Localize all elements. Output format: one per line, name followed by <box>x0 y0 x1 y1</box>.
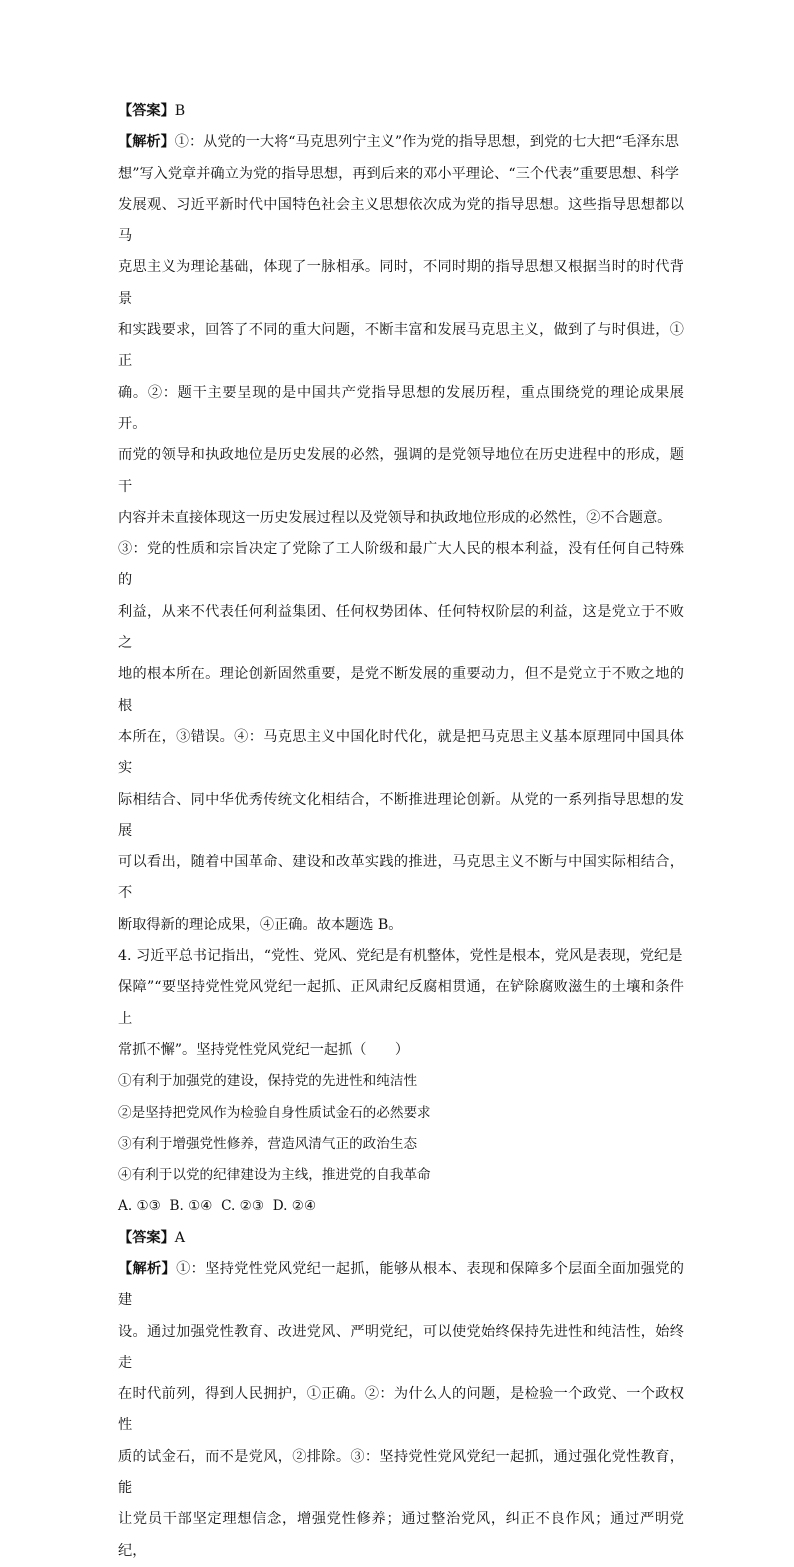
analysis-line: ③：党的性质和宗旨决定了党除了工人阶级和最广大人民的根本利益，没有任何自己特殊的 <box>118 541 684 589</box>
analysis-line: 【解析】①：从党的一大将“马克思列宁主义”作为党的指导思想，到党的七大把“毛泽东思 <box>118 134 679 151</box>
question-option-2: ②是坚持把党风作为检验自身性质试金石的必然要求 <box>118 1104 431 1121</box>
analysis-line: 【解析】①：坚持党性党风党纪一起抓，能够从根本、表现和保障多个层面全面加强党的建 <box>118 1260 684 1309</box>
question-stem-line: 4. 习近平总书记指出，“党性、党风、党纪是有机整体，党性是根本，党风是表现，党纪是 <box>118 948 683 965</box>
question-stem-line: 保障”“要坚持党性党风党纪一起抓、正风肃纪反腐相贯通，在铲除腐败滋生的土壤和条件上 <box>118 979 684 1027</box>
answer-tag: 【答案】 <box>118 1229 175 1246</box>
analysis-line: 地的根本所在。理论创新固然重要，是党不断发展的重要动力，但不是党立于不败之地的根 <box>118 666 684 714</box>
answer-line-1 <box>118 96 684 127</box>
analysis-line: 和实践要求，回答了不同的重大问题，不断丰富和发展马克思主义，做到了与时俱进，①正 <box>118 322 684 370</box>
analysis-line: 让党员干部坚定理想信念，增强党性修养；通过整治党风，纠正不良作风；通过严明党纪， <box>118 1511 684 1559</box>
answer-line-2 <box>118 1223 684 1254</box>
answer-tag: 【答案】 <box>118 103 175 119</box>
analysis-line: 在时代前列，得到人民拥护，①正确。②：为什么人的问题，是检验一个政党、一个政权性 <box>118 1386 684 1434</box>
analysis-line: 克思主义为理论基础，体现了一脉相承。同时，不同时期的指导思想又根据当时的时代背景 <box>118 259 684 307</box>
analysis-tag: 【解析】 <box>118 134 175 151</box>
analysis-line: 发展观、习近平新时代中国特色社会主义思想依次成为党的指导思想。这些指导思想都以马 <box>118 196 684 245</box>
analysis-line: 设。通过加强党性教育、改进党风、严明党纪，可以使党始终保持先进性和纯洁性，始终走 <box>118 1323 684 1371</box>
analysis-line: 而党的领导和执政地位是历史发展的必然，强调的是党领导地位在历史进程中的形成，题干 <box>118 447 684 495</box>
analysis-line: 想”写入党章并确立为党的指导思想，再到后来的邓小平理论、“三个代表”重要思想、科学 <box>118 165 679 182</box>
analysis-line: 确。②：题干主要呈现的是中国共产党指导思想的发展历程，重点围绕党的理论成果展开。 <box>118 384 684 432</box>
analysis-line: 本所在，③错误。④：马克思主义中国化时代化，就是把马克思主义基本原理同中国具体实 <box>118 728 684 777</box>
answer-value: B <box>174 103 186 119</box>
answer-choices: A. ①③ B. ①④ C. ②③ D. ②④ <box>118 1198 317 1215</box>
answer-value: A <box>174 1229 186 1246</box>
document-page <box>118 96 684 1567</box>
analysis-line: 内容并未直接体现这一历史发展过程以及党领导和执政地位形成的必然性，②不合题意。 <box>118 509 672 526</box>
analysis-line: 际相结合、同中华优秀传统文化相结合，不断推进理论创新。从党的一系列指导思想的发展 <box>118 791 684 839</box>
analysis-tag: 【解析】 <box>118 1260 177 1277</box>
analysis-line: 可以看出，随着中国革命、建设和改革实践的推进，马克思主义不断与中国实际相结合，不 <box>118 854 684 902</box>
analysis-line: 利益，从来不代表任何利益集团、任何权势团体、任何特权阶层的利益，这是党立于不败之 <box>118 603 684 652</box>
question-option-1: ①有利于加强党的建设，保持党的先进性和纯洁性 <box>118 1073 418 1090</box>
question-option-4: ④有利于以党的纪律建设为主线，推进党的自我革命 <box>118 1167 431 1184</box>
question-option-3: ③有利于增强党性修养，营造风清气正的政治生态 <box>118 1135 418 1152</box>
question-stem-line: 常抓不懈”。坚持党性党风党纪一起抓（ ） <box>118 1041 410 1058</box>
analysis-line: 质的试金石，而不是党风，②排除。③：坚持党性党风党纪一起抓，通过强化党性教育，能 <box>118 1448 684 1497</box>
analysis-line: 断取得新的理论成果，④正确。故本题选 B。 <box>118 916 403 933</box>
